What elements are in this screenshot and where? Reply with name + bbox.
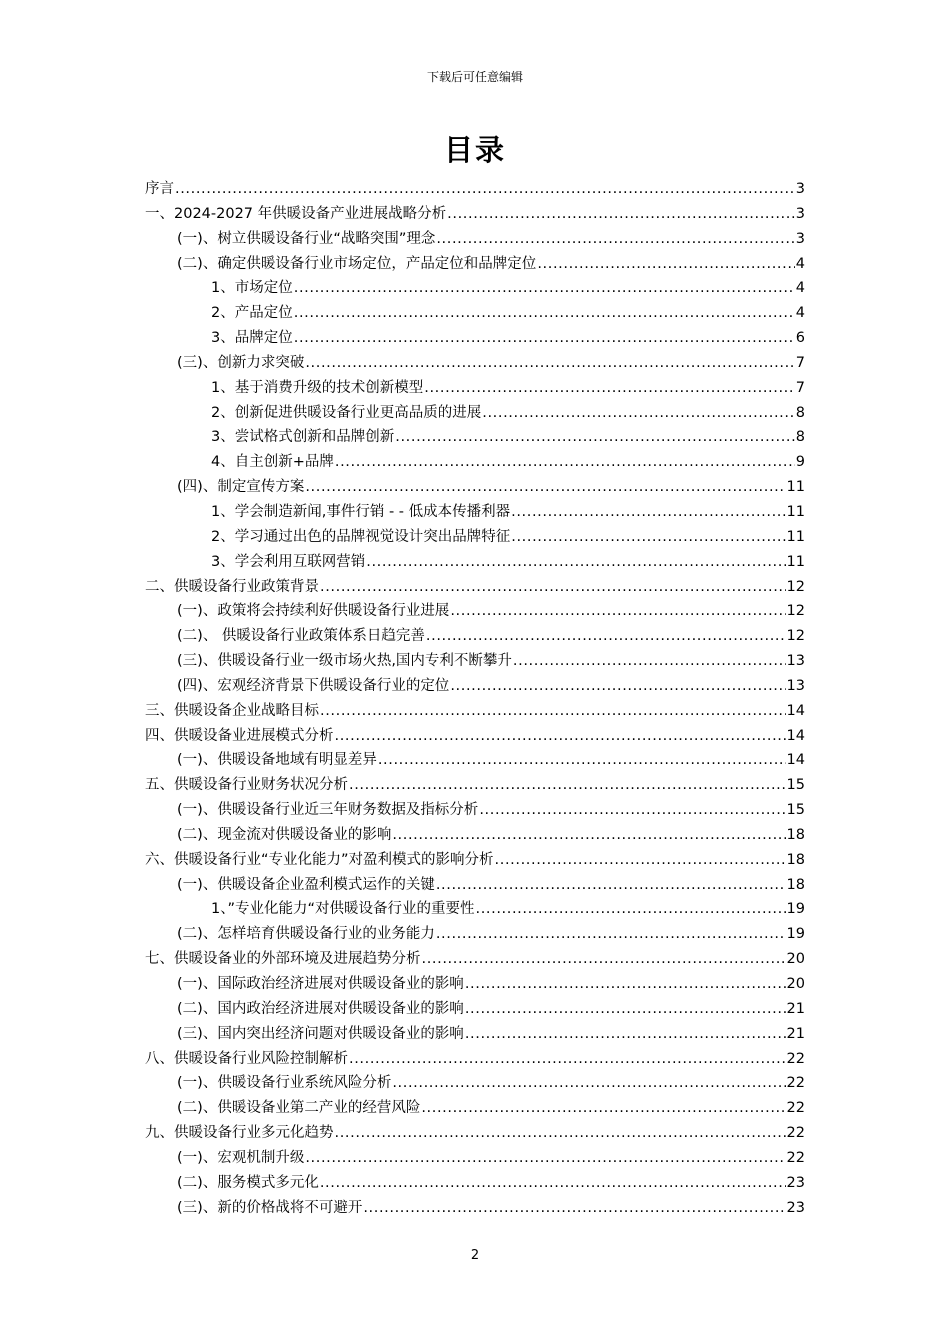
toc-entry[interactable]: [145, 525, 805, 550]
toc-entry-page: 11: [786, 528, 805, 545]
toc-entry[interactable]: [145, 326, 805, 351]
toc-entry-title: 八、供暖设备行业风险控制解析: [145, 1050, 348, 1067]
toc-entry-title: (一)、供暖设备企业盈利模式运作的关键: [177, 876, 435, 893]
toc-entry[interactable]: [145, 575, 805, 600]
toc-entry-page: 15: [786, 802, 805, 819]
toc-entry-page: 8: [795, 404, 805, 421]
toc-entry-page: 14: [786, 727, 805, 744]
toc-dot-leader: [447, 202, 795, 227]
toc-entry-page: 20: [786, 951, 805, 968]
toc-dot-leader: [335, 724, 786, 749]
toc-dot-leader: [175, 177, 795, 202]
toc-entry-page: 3: [795, 205, 805, 222]
toc-entry[interactable]: [145, 550, 805, 575]
toc-entry[interactable]: [145, 475, 805, 500]
toc-dot-leader: [426, 624, 786, 649]
toc-entry[interactable]: [145, 724, 805, 749]
toc-dot-leader: [378, 748, 786, 773]
toc-entry-page: 19: [786, 926, 805, 943]
toc-dot-leader: [320, 575, 786, 600]
page-header-note: 下载后可任意编辑: [426, 70, 523, 84]
toc-entry-title: 七、供暖设备业的外部环境及进展趋势分析: [145, 951, 421, 968]
toc-entry-title: 3、品牌定位: [211, 330, 293, 347]
toc-entry-title: 五、供暖设备行业财务状况分析: [145, 777, 348, 794]
toc-dot-leader: [450, 599, 785, 624]
toc-entry-page: 22: [786, 1125, 805, 1142]
toc-entry[interactable]: [145, 276, 805, 301]
toc-entry-page: 15: [786, 777, 805, 794]
toc-dot-leader: [305, 351, 794, 376]
toc-entry-title: (一)、政策将会持续利好供暖设备行业进展: [177, 603, 450, 620]
toc-entry-page: 3: [795, 181, 805, 197]
toc-entry[interactable]: [145, 922, 805, 947]
toc-entry-title: (三)、国内突出经济问题对供暖设备业的影响: [177, 1025, 464, 1042]
toc-entry-page: 23: [786, 1174, 805, 1191]
toc-entry-title: (二)、确定供暖设备行业市场定位，产品定位和品牌定位: [177, 255, 537, 272]
toc-entry[interactable]: [145, 947, 805, 972]
toc-entry-title: (二)、服务模式多元化: [177, 1174, 319, 1191]
toc-entry-title: 序言: [145, 181, 174, 197]
toc-dot-leader: [294, 326, 795, 351]
toc-dot-leader: [495, 848, 786, 873]
toc-entry-title: 四、供暖设备业进展模式分析: [145, 727, 334, 744]
toc-entry-title: 一、2024-2027 年供暖设备产业进展战略分析: [145, 205, 447, 222]
toc-entry[interactable]: [145, 649, 805, 674]
toc-entry-title: (一)、供暖设备行业系统风险分析: [177, 1075, 392, 1092]
toc-dot-leader: [436, 227, 794, 252]
toc-entry-page: 22: [786, 1050, 805, 1067]
toc-entry[interactable]: [145, 897, 805, 922]
toc-dot-leader: [294, 301, 795, 326]
toc-entry[interactable]: [145, 1146, 805, 1171]
toc-entry-page: 18: [786, 876, 805, 893]
toc-dot-leader: [479, 798, 785, 823]
toc-dot-leader: [465, 997, 786, 1022]
toc-entry-page: 22: [786, 1149, 805, 1166]
toc-entry[interactable]: [145, 1171, 805, 1196]
toc-entry-title: 2、产品定位: [211, 305, 293, 322]
toc-dot-leader: [513, 649, 786, 674]
toc-entry[interactable]: [145, 972, 805, 997]
toc-entry-page: 21: [786, 1000, 805, 1017]
toc-entry[interactable]: [145, 401, 805, 426]
toc-title: 目录: [443, 133, 506, 167]
toc-entry-page: 4: [795, 305, 805, 322]
toc-entry-page: 7: [795, 379, 805, 396]
toc-entry-page: 22: [786, 1075, 805, 1092]
toc-entry-title: 1、”专业化能力“对供暖设备行业的重要性: [211, 901, 475, 918]
toc-dot-leader: [465, 972, 786, 997]
toc-entry-title: (一)、供暖设备地域有明显差异: [177, 752, 377, 769]
toc-dot-leader: [465, 1022, 786, 1047]
toc-entry-page: 22: [786, 1100, 805, 1117]
toc-entry-page: 19: [786, 901, 805, 918]
toc-entry[interactable]: [145, 1096, 805, 1121]
toc-dot-leader: [421, 1096, 785, 1121]
toc-entry-title: (一)、供暖设备行业近三年财务数据及指标分析: [177, 802, 479, 819]
toc-entry[interactable]: [145, 1047, 805, 1072]
toc-entry-title: 3、尝试格式创新和品牌创新: [211, 429, 395, 446]
toc-dot-leader: [395, 425, 795, 450]
toc-entry-page: 12: [786, 603, 805, 620]
toc-dot-leader: [366, 550, 785, 575]
toc-dot-leader: [320, 1171, 786, 1196]
toc-entry-title: (二)、 供暖设备行业政策体系日趋完善: [177, 628, 425, 645]
toc-entry-page: 11: [786, 553, 805, 570]
toc-dot-leader: [335, 450, 795, 475]
toc-entry-page: 18: [786, 851, 805, 868]
toc-entry-page: 12: [786, 578, 805, 595]
toc-entry[interactable]: [145, 997, 805, 1022]
toc-dot-leader: [305, 475, 785, 500]
toc-dot-leader: [436, 922, 786, 947]
toc-entry-page: 13: [786, 653, 805, 670]
toc-entry-page: 18: [786, 826, 805, 843]
toc-entry[interactable]: [145, 351, 805, 376]
toc-dot-leader: [305, 1146, 785, 1171]
toc-entry[interactable]: [145, 1121, 805, 1146]
toc-entry-title: (二)、现金流对供暖设备业的影响: [177, 826, 392, 843]
toc-entry[interactable]: [145, 301, 805, 326]
toc-entry-page: 20: [786, 976, 805, 992]
toc-entry-page: 12: [786, 628, 805, 645]
toc-dot-leader: [511, 500, 785, 525]
toc-dot-leader: [294, 276, 795, 301]
toc-entry-title: (三)、供暖设备行业一级市场火热,国内专利不断攀升: [177, 653, 512, 670]
toc-dot-leader: [422, 947, 786, 972]
toc-dot-leader: [335, 1121, 786, 1146]
toc-entry[interactable]: [145, 823, 805, 848]
toc-dot-leader: [424, 376, 795, 401]
toc-entry-page: 11: [786, 503, 805, 520]
toc-dot-leader: [482, 401, 795, 426]
toc-entry[interactable]: [145, 748, 805, 773]
toc-entry-page: 21: [786, 1025, 805, 1042]
toc-entry-title: (四)、宏观经济背景下供暖设备行业的定位: [177, 677, 450, 694]
toc-dot-leader: [511, 525, 785, 550]
toc-entry-page: 6: [795, 330, 805, 347]
toc-entry[interactable]: [145, 699, 805, 724]
toc-entry-page: 11: [786, 479, 805, 496]
toc-entry[interactable]: [145, 1022, 805, 1047]
toc-entry[interactable]: [145, 177, 805, 202]
toc-entry-title: 3、学会利用互联网营销: [211, 553, 366, 570]
toc-entry[interactable]: [145, 1071, 805, 1096]
toc-entry[interactable]: [145, 500, 805, 525]
toc-entry-title: 4、自主创新+品牌: [211, 454, 334, 471]
toc-entry-title: (二)、供暖设备业第二产业的经营风险: [177, 1100, 421, 1117]
toc-entry[interactable]: [145, 798, 805, 823]
toc-entry[interactable]: [145, 1196, 805, 1221]
toc-entry-title: 1、基于消费升级的技术创新模型: [211, 379, 424, 396]
toc-entry[interactable]: [145, 599, 805, 624]
toc-entry[interactable]: [145, 450, 805, 475]
toc-entry-title: 1、市场定位: [211, 280, 293, 297]
toc-dot-leader: [392, 1071, 785, 1096]
toc-entry[interactable]: [145, 674, 805, 699]
toc-entry-title: 1、学会制造新闻,事件行销 - - 低成本传播利器: [211, 503, 511, 520]
toc-entry-page: 9: [795, 454, 805, 471]
toc-entry[interactable]: [145, 227, 805, 252]
toc-entry-title: (四)、制定宣传方案: [177, 479, 305, 496]
toc-entry[interactable]: [145, 624, 805, 649]
toc-entry-title: (一)、国际政治经济进展对供暖设备业的影响: [177, 976, 464, 992]
toc-entry-title: 2、创新促进供暖设备行业更高品质的进展: [211, 404, 482, 421]
toc-entry-title: 六、供暖设备行业“专业化能力”对盈利模式的影响分析: [145, 851, 494, 868]
toc-entry[interactable]: [145, 425, 805, 450]
toc-entry-title: (一)、树立供暖设备行业“战略突围”理念: [177, 230, 436, 247]
toc-dot-leader: [363, 1196, 785, 1221]
page-number: 2: [470, 1248, 480, 1263]
toc-entry-page: 7: [795, 354, 805, 371]
toc-entry-title: 2、学习通过出色的品牌视觉设计突出品牌特征: [211, 528, 511, 545]
toc-entry-page: 4: [795, 280, 805, 297]
toc-entry-title: (二)、怎样培育供暖设备行业的业务能力: [177, 926, 435, 943]
toc-entry[interactable]: [145, 252, 805, 277]
toc-entry-page: 13: [786, 677, 805, 694]
toc-entry[interactable]: [145, 873, 805, 898]
toc-dot-leader: [392, 823, 785, 848]
toc-entry-title: (三)、创新力求突破: [177, 354, 305, 371]
toc-entry-title: 二、供暖设备行业政策背景: [145, 578, 319, 595]
toc-entry[interactable]: [145, 773, 805, 798]
toc-dot-leader: [450, 674, 785, 699]
toc-entry-title: (三)、新的价格战将不可避开: [177, 1199, 363, 1216]
toc-dot-leader: [349, 773, 786, 798]
toc-entry-title: (二)、国内政治经济进展对供暖设备业的影响: [177, 1000, 464, 1017]
toc-dot-leader: [320, 699, 786, 724]
toc-entry-title: 九、供暖设备行业多元化趋势: [145, 1125, 334, 1142]
toc-dot-leader: [537, 252, 794, 277]
toc-dot-leader: [476, 897, 786, 922]
toc-entry-page: 14: [786, 702, 805, 719]
table-of-contents: [145, 177, 805, 1220]
toc-entry-page: 8: [795, 429, 805, 446]
toc-entry[interactable]: [145, 202, 805, 227]
toc-entry-page: 4: [795, 255, 805, 272]
toc-dot-leader: [436, 873, 786, 898]
toc-entry-page: 3: [795, 230, 805, 247]
toc-entry-title: (一)、宏观机制升级: [177, 1149, 305, 1166]
toc-entry-page: 23: [786, 1199, 805, 1216]
toc-entry-page: 14: [786, 752, 805, 769]
toc-entry[interactable]: [145, 848, 805, 873]
toc-entry-title: 三、供暖设备企业战略目标: [145, 702, 319, 719]
toc-dot-leader: [349, 1047, 786, 1072]
toc-entry[interactable]: [145, 376, 805, 401]
